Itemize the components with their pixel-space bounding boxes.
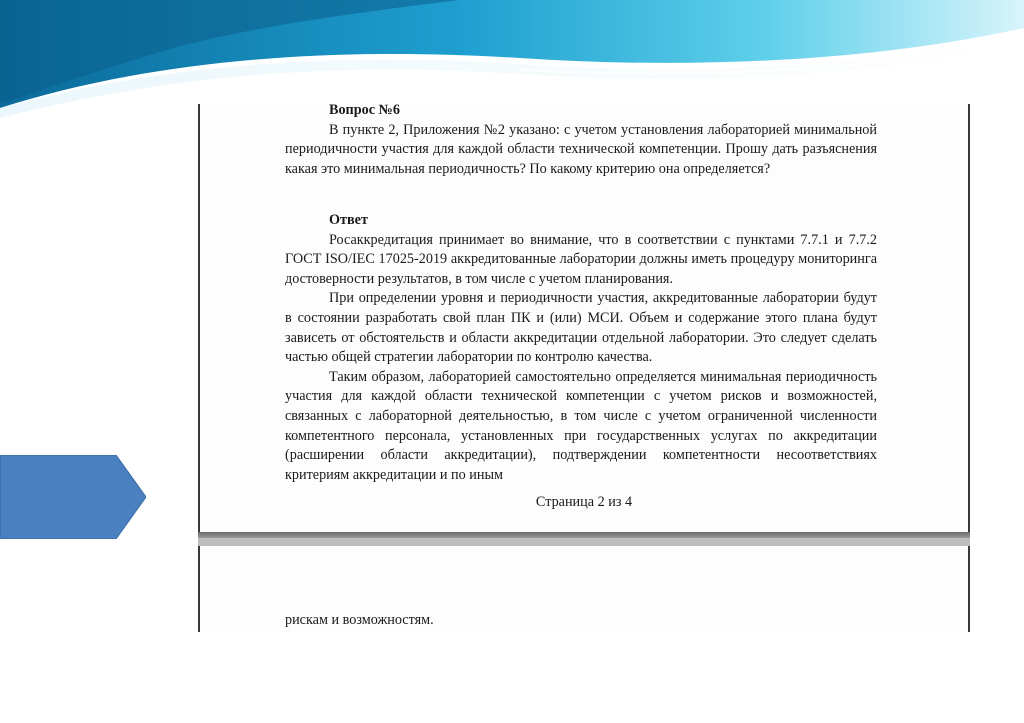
- page-separator: [198, 538, 970, 546]
- question-heading: Вопрос №6: [329, 102, 400, 118]
- question-block: [285, 101, 877, 179]
- page-number-footer: Страница 2 из 4: [535, 494, 633, 510]
- answer-paragraph-3: Таким образом, лабораторией самостоятельно определяется минимальная периодичность участия для каждой области технической компетенции с учетом рисков и возможностей, связанных с лабораторной деятельностью, в том числе с учетом ограниченной численности компетентного персонала, установленных при государственных услугах по аккредитации (расширении области аккредитации), подтверждении компетентности несоответствиях критериям аккредитации и по иным: [285, 368, 877, 483]
- arrow-decoration-icon: [0, 455, 146, 539]
- question-text: В пункте 2, Приложения №2 указано: с учетом установления лабораторией минимальной периодичности участия для каждой области технической компетенции. Прошу дать разъяснения какая это минимальная периодичность? По какому критерию она определяется?: [285, 121, 877, 177]
- page-2-text: рискам и возможностям.: [285, 612, 434, 628]
- answer-heading: Ответ: [329, 212, 368, 228]
- answer-paragraph-2: При определении уровня и периодичности участия, аккредитованные лаборатории будут в состоянии разработать свой план ПК и (или) МСИ. Объем и содержание этого плана будут зависеть от обстоятельств и области аккредитации отдельной лаборатории. Это следует сделать частью общей стратегии лаборатории по контролю качества.: [285, 290, 877, 366]
- answer-block: [285, 211, 877, 485]
- answer-paragraph-1: Росаккредитация принимает во внимание, что в соответствии с пунктами 7.7.1 и 7.7.2 ГОСТ ISO/IEC 17025-2019 аккредитованные лаборатории должны иметь процедуру мониторинга достоверности результатов, в том числе с учетом планирования.: [285, 231, 877, 287]
